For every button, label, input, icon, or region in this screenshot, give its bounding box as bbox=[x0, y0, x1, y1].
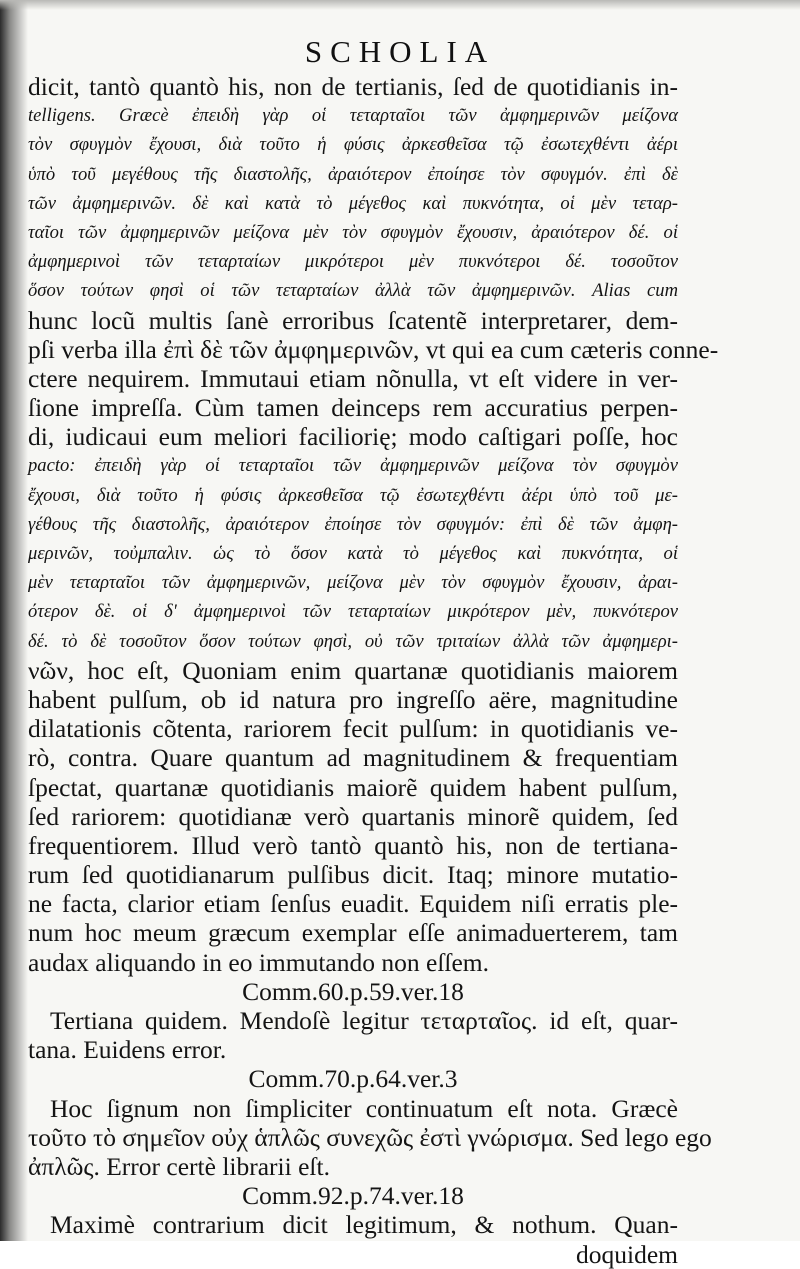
text-line: ὅσον τούτων φησὶ οἱ τῶν τεταρταίων ἀλλὰ τῶν ἀμφημερινῶν. Alias cum bbox=[28, 280, 678, 302]
text-line: num hoc meum græcum exemplar eſſe animaduerterem, tam bbox=[28, 918, 678, 948]
text-line: γέθους τῆς διαστολῆς, ἀραιότερον ἐποίησε τὸν σφυγμόν: ἐπὶ δὲ τῶν ἀμφη- bbox=[28, 513, 678, 535]
text-line: tana. Euidens error. bbox=[28, 1035, 227, 1065]
section-heading: Comm.70.p.64.ver.3 bbox=[248, 1064, 458, 1094]
text-line: telligens. Græcè ἐπειδὴ γὰρ οἱ τεταρταῖοι τῶν ἀμφημερινῶν μείζονα bbox=[28, 105, 678, 127]
text-line: dicit, tantò quantò his, non de tertianis, ſed de quotidianis in- bbox=[28, 72, 678, 101]
text-line: νῶν, hoc eſt, Quoniam enim quartanæ quotidianis maiorem bbox=[28, 655, 678, 685]
text-line: dilatationis cõtenta, rariorem fecit pulſum: in quotidianis ve- bbox=[28, 714, 678, 744]
text-line: ne facta, clarior etiam ſenſus euadit. Equidem niſi erratis ple- bbox=[28, 889, 678, 919]
top-edge-shadow bbox=[0, 0, 800, 10]
text-line: τὸν σφυγμὸν ἔχουσι, διὰ τοῦτο ἡ φύσις ἀρκεσθεῖσα τῷ ἐσωτεχθέντι ἀέρι bbox=[28, 134, 678, 156]
text-line: μερινῶν, τοὐμπαλιν. ὡς τὸ ὅσον κατὰ τὸ μέγεθος καὶ πυκνότητα, οἱ bbox=[28, 543, 678, 564]
text-line: pacto: ἐπειδὴ γὰρ οἱ τεταρταῖοι τῶν ἀμφημερινῶν μείζονα τὸν σφυγμὸν bbox=[28, 455, 678, 477]
text-line: pſi verba illa ἐπὶ δὲ τῶν ἀμφημερινῶν, vt qui ea cum cæteris conne- bbox=[28, 334, 719, 364]
text-line: τοῦτο τὸ σημεῖον οὐχ ἁπλῶς συνεχῶς ἐστὶ γνώρισμα. Sed lego ego bbox=[28, 1122, 712, 1152]
text-line: τῶν ἀμφημερινῶν. δὲ καὶ κατὰ τὸ μέγεθος καὶ πυκνότητα, οἱ μὲν τεταρ- bbox=[28, 192, 678, 214]
text-line: ctere nequirem. Immutaui etiam nõnulla, vt eſt videre in ver- bbox=[28, 363, 678, 393]
catchword: doquidem bbox=[576, 1239, 678, 1269]
text-line: rum ſed quotidianarum pulſibus dicit. Itaq; minore mutatio- bbox=[28, 860, 678, 890]
text-line: ἔχουσι, διὰ τοῦτο ἡ φύσις ἀρκεσθεῖσα τῷ ἐσωτεχθέντι ἀέρι ὑπὸ τοῦ με- bbox=[28, 484, 678, 506]
text-line: μὲν τεταρταῖοι τῶν ἀμφημερινῶν, μείζονα μὲν τὸν σφυγμὸν ἔχουσιν, ἀραι- bbox=[28, 572, 678, 594]
text-line: ὑπὸ τοῦ μεγέθους τῆς διαστολῆς, ἀραιότερον ἐποίησε τὸν σφυγμόν. ἐπὶ δὲ bbox=[28, 163, 678, 185]
text-line: ότερον δὲ. οἱ δ' ἀμφημερινοὶ τῶν τεταρταίων μικρότερον μὲν, πυκνότερον bbox=[28, 601, 678, 623]
text-line: ἀμφημερινοὶ τῶν τεταρταίων μικρότεροι μὲν πυκνότεροι δέ. τοσοῦτον bbox=[28, 251, 678, 273]
main-text bbox=[28, 72, 719, 1269]
text-line: hunc locũ multis ſanè erroribus ſcatentẽ interpretarer, dem- bbox=[28, 305, 678, 335]
text-line: habent pulſum, ob id natura pro ingreſſo aëre, magnitudine bbox=[28, 684, 678, 714]
text-line: ἀπλῶς. Error certè librarii eſt. bbox=[28, 1151, 330, 1181]
text-line: Maximè contrarium dicit legitimum, & nothum. Quan- bbox=[50, 1210, 678, 1240]
text-line: frequentiorem. Illud verò tantò quantò his, non de tertiana- bbox=[28, 830, 678, 860]
text-line: ſed rariorem: quotidianæ verò quartanis minorẽ quidem, ſed bbox=[28, 801, 678, 831]
text-line: Hoc ſignum non ſimpliciter continuatum eſt nota. Græcè bbox=[50, 1093, 678, 1123]
text-line: δέ. τὸ δὲ τοσοῦτον ὅσον τούτων φησὶ, οὐ τῶν τριταίων ἀλλὰ τῶν ἀμφημερι- bbox=[28, 630, 678, 652]
section-heading: Comm.92.p.74.ver.18 bbox=[242, 1181, 464, 1211]
running-head: SCHOLIA bbox=[304, 34, 496, 69]
text-line: rò, contra. Quare quantum ad magnitudinem & frequentiam bbox=[28, 743, 678, 773]
text-line: ſpectat, quartanæ quotidianis maiorẽ quidem habent pulſum, bbox=[28, 772, 678, 802]
text-line: di, iudicaui eum meliori faciliorię; modo caſtigari poſſe, hoc bbox=[28, 422, 678, 452]
section-heading: Comm.60.p.59.ver.18 bbox=[242, 976, 464, 1006]
text-line: ταῖοι τῶν ἀμφημερινῶν μείζονα μὲν τὸν σφυγμὸν ἔχουσιν, ἀραιότερον δέ. οἱ bbox=[28, 221, 678, 243]
text-line: ſione impreſſa. Cùm tamen deinceps rem accuratius perpen- bbox=[28, 393, 678, 423]
text-line: audax aliquando in eo immutando non eſſem. bbox=[28, 947, 490, 977]
binding-shadow bbox=[0, 0, 28, 1241]
text-line: Tertiana quidem. Mendoſè legitur τεταρταῖος. id eſt, quar- bbox=[50, 1006, 678, 1035]
